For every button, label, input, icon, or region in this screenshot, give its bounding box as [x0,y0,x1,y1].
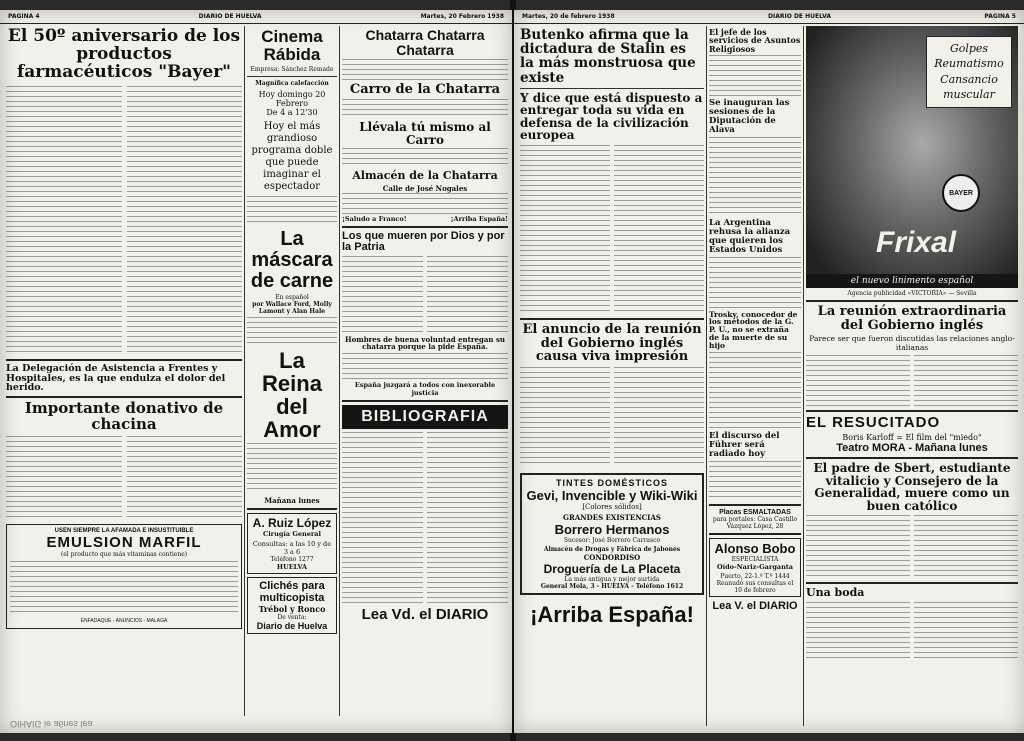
tintes-subtitle: [Colores sólidos] [582,502,642,511]
cliches-title: Clichés para multicopista [259,580,325,605]
tintes-subtitle2: La más antigua y mejor surtida [564,575,660,583]
tintes-condordiso: CONDORDISO [583,552,641,562]
tintes-sucesor: Sucesor: José Borrero Carrasco [563,536,661,544]
donativo-body-col2 [127,436,243,518]
bayer-cross-logo: BAYER [942,174,980,212]
argentina-body [709,257,801,309]
right-wide-column [806,26,1018,726]
butenko-column [520,26,704,726]
bobo-hours: Reanudó sus consultas el 10 de febrero [716,579,794,594]
date-left: Martes, 20 Febrero 1938 [420,13,504,20]
almacen-body [342,193,508,215]
frixal-agency: Agencia publicidad «VICTORIA» — Sevilla [847,290,977,297]
chatarra-column [342,26,508,726]
film2-title: La Reina del Amor [262,347,322,442]
cinema-program: Hoy el más grandioso programa doble que puede imaginar el espectador [251,120,333,192]
frixal-line-2: Reumatismo [934,57,1004,71]
emulsion-marfil-ad [6,524,242,629]
placas-text: para portales: Casa Castillo [712,515,798,523]
mueren-headline: Los que mueren por Dios y por la Patria [342,229,505,254]
cinema-times: De 4 a 12'30 [266,107,318,117]
reunion-extra-body-col2 [914,355,1018,407]
tintes-existencias: GRANDES EXISTENCIAS [563,512,661,522]
tintes-address: General Mola, 3 - HUELVA - Teléfono 1612 [540,582,684,590]
resucitado-line2: Teatro MORA - Mañana lunes [836,442,988,455]
sbert-body-col1 [806,515,910,579]
bobo-address: Puerto, 22-1.º T.º 1444 [720,572,790,580]
chatarra-title: Chatarra Chatarra Chatarra [365,27,485,58]
tintes-almacen: Almacén de Drogas y Fábrica de Jabones [543,545,681,553]
placas-title: Placas ESMALTADAS [719,508,791,516]
tintes-header: TINTES DOMÉSTICOS [555,477,668,488]
film1-lang: En español [275,293,309,301]
tintes-drogueria: Droguería de La Placeta [543,561,681,576]
llevala-headline: Llévala tú mismo al Carro [359,120,491,147]
discurso-headline: El discurso del Führer será radiado hoy [709,430,780,459]
llevala-body [342,148,508,168]
cinema-program-body [247,196,337,226]
reunion-extra-subhead: Parece ser que fueron discutidas las relaciones anglo-italianas [809,334,1015,353]
ruiz-hours: Consultas: a las 10 y de 3 a 6 [252,540,332,557]
cinema-manana: Mañana lunes [264,496,320,506]
butenko-body-col2 [614,145,704,315]
salute-franco: ¡Saludo a Franco! [342,214,407,223]
cinema-company: Empresa: Sánchez Remade [250,65,334,73]
sbert-headline: El padre de Sbert, estudiante vitalicio y Consejero de la Generalidad, muere como un buen católico [813,461,1011,513]
page-number-left: PAGINA 4 [8,13,40,20]
cliches-ad [247,577,337,634]
boda-body-col1 [806,602,910,662]
ruiz-lopez-ad [247,513,337,574]
cinema-date: Hoy domingo 20 Febrero [258,89,326,108]
bayer-body-col1 [6,86,122,356]
mirror-bleed-text: OIHAIG ie a6nes lea [10,719,93,729]
bobo-field: Oído-Nariz-Garganta [716,562,794,571]
salute-espana: ¡Arriba España! [450,214,508,223]
ruiz-city: HUELVA [276,563,308,572]
bibliografia-body-col2 [427,432,508,604]
frixal-line-1: Golpes [949,42,989,55]
resucitado-line1: Boris Karloff = El film del "miedo" [842,433,982,443]
bibliografia-body-col1 [342,432,423,604]
page-number-right: PAGINA 5 [984,13,1016,20]
carro-body [342,99,508,119]
resucitado-headline: EL RESUCITADO [806,414,941,432]
film2-body [247,443,337,493]
emulsion-tagline: USEN SIEMPRE LA AFAMADA E INSUSTITUIBLE [54,527,194,534]
film1-body [247,317,337,347]
paper-name-left: DIARIO DE HUELVA [198,13,262,20]
espana-juzgara: España juzgará a todos con inexorable justicia [354,380,496,397]
reunion-headline: El anuncio de la reunión del Gobierno inglés causa viva impresión [522,322,702,365]
ruiz-phone: Teléfono 1277 [270,556,314,564]
bobo-name: Alonso Bobo [714,540,796,556]
reunion-extra-headline: La reunión extraordinaria del Gobierno inglés [817,304,1007,333]
cliches-where: Diario de Huelva [256,621,328,632]
lea-diario-right: Lea V. el DIARIO [712,599,798,612]
alonso-bobo-ad [709,538,801,597]
ruiz-specialty: Cirugía General [263,530,321,539]
almacen-address: Calle de José Nogales [382,183,468,193]
frixal-brand: Frixal [876,226,957,259]
sesiones-body [709,137,801,217]
placas-address: Vázquez López, 28 [726,522,784,530]
cinema-calefaccion: Magnífica calefacción [255,79,329,87]
bayer-body-col2 [127,86,243,356]
arriba-espana: ¡Arriba España! [530,601,694,627]
tintes-brands: Gevi, Invencible y Wiki-Wiki [526,487,698,503]
reunion-body-col2 [614,367,704,467]
cliches-brand: Trébol y Ronco [258,604,326,615]
mueren-body-col2 [427,256,508,334]
butenko-subhead: Y dice que está dispuesto a entregar toda su vida en defensa de la civilización europea [520,90,703,143]
tintes-ad [520,473,704,595]
jefe-body [709,55,801,97]
bobo-specialty: ESPECIALISTA [731,555,779,563]
left-column-news [6,26,242,666]
emulsion-brand: EMULSION MARFIL [46,533,202,551]
newspaper-page-right [514,10,1024,733]
jefe-headline: El jefe de los servicios de Asuntos Religiosos [709,27,801,54]
running-head-left [0,10,512,24]
frixal-symptom-box [926,36,1012,108]
donativo-headline: Importante donativo de chacina [24,399,224,434]
chatarra-intro-body [342,59,508,81]
discurso-body [709,461,801,501]
frixal-line-4: muscular [943,88,995,102]
sbert-body-col2 [914,515,1018,579]
trosky-headline: Trosky, conocedor de los métodos de la G. P. U., no se extraña de la muerte de su hijo [709,309,798,351]
newspaper-page-left [0,10,512,733]
tintes-borrero: Borrero Hermanos [554,521,670,537]
briefs-column [709,26,801,726]
reunion-extra-body-col1 [806,355,910,407]
argentina-headline: La Argentina rehusa la alianza que quieren los Estados Unidos [709,217,791,255]
donativo-body-col1 [6,436,122,518]
ruiz-name: A. Ruiz López [252,516,332,531]
mueren-body-col1 [342,256,423,334]
film1-title: La máscara de carne [250,227,334,292]
carro-headline: Carro de la Chatarra [349,82,501,98]
cliches-venta: De venta: [277,614,307,622]
bibliografia-banner: BIBLIOGRAFIA [342,405,508,430]
butenko-headline: Butenko afirma que la dictadura de Stalin es la más monstruosa que existe [520,27,696,86]
delegacion-headline: La Delegación de Asistencia a Frentes y Hospitales, es la que endulza el dolor del herido. [6,362,226,394]
frixal-ad [806,26,1018,288]
bayer-headline: El 50º aniversario de los productos farmacéuticos "Bayer" [7,26,241,82]
running-head-right [514,10,1024,24]
madera-body [342,353,508,381]
chatarra-salutes [342,215,508,223]
boda-headline: Una boda [806,586,865,600]
frixal-line-3: Cansancio [940,72,998,86]
emulsion-body [10,561,238,616]
butenko-body-col1 [520,145,610,315]
frixal-tagline: el nuevo linimento español [806,274,1018,288]
date-right: Martes, 20 de febrero 1938 [522,13,615,20]
boda-body-col2 [914,602,1018,662]
lea-diario-left: Lea Vd. el DIARIO [361,606,489,624]
cinema-title: Cinema Rábida [261,27,323,64]
almacen-headline: Almacén de la Chatarra [352,169,498,183]
madera-headline: Hombres de buena voluntad entregan su chatarra porque la pide España. [345,334,505,352]
sesiones-headline: Se inauguran las sesiones de la Diputación de Alava [709,98,790,135]
cinema-column [247,26,337,726]
paper-name-right: DIARIO DE HUELVA [768,13,831,20]
reunion-body-col1 [520,367,610,467]
emulsion-footer: ENFADAQUE - ANUNCIOS - MALAGA [80,617,168,624]
trosky-body [709,352,801,430]
emulsion-subtitle: (el producto que más vitaminas contiene) [60,550,188,558]
film1-cast: por Wallace Ford, Molly Lamont y Alan Hale [252,300,332,315]
